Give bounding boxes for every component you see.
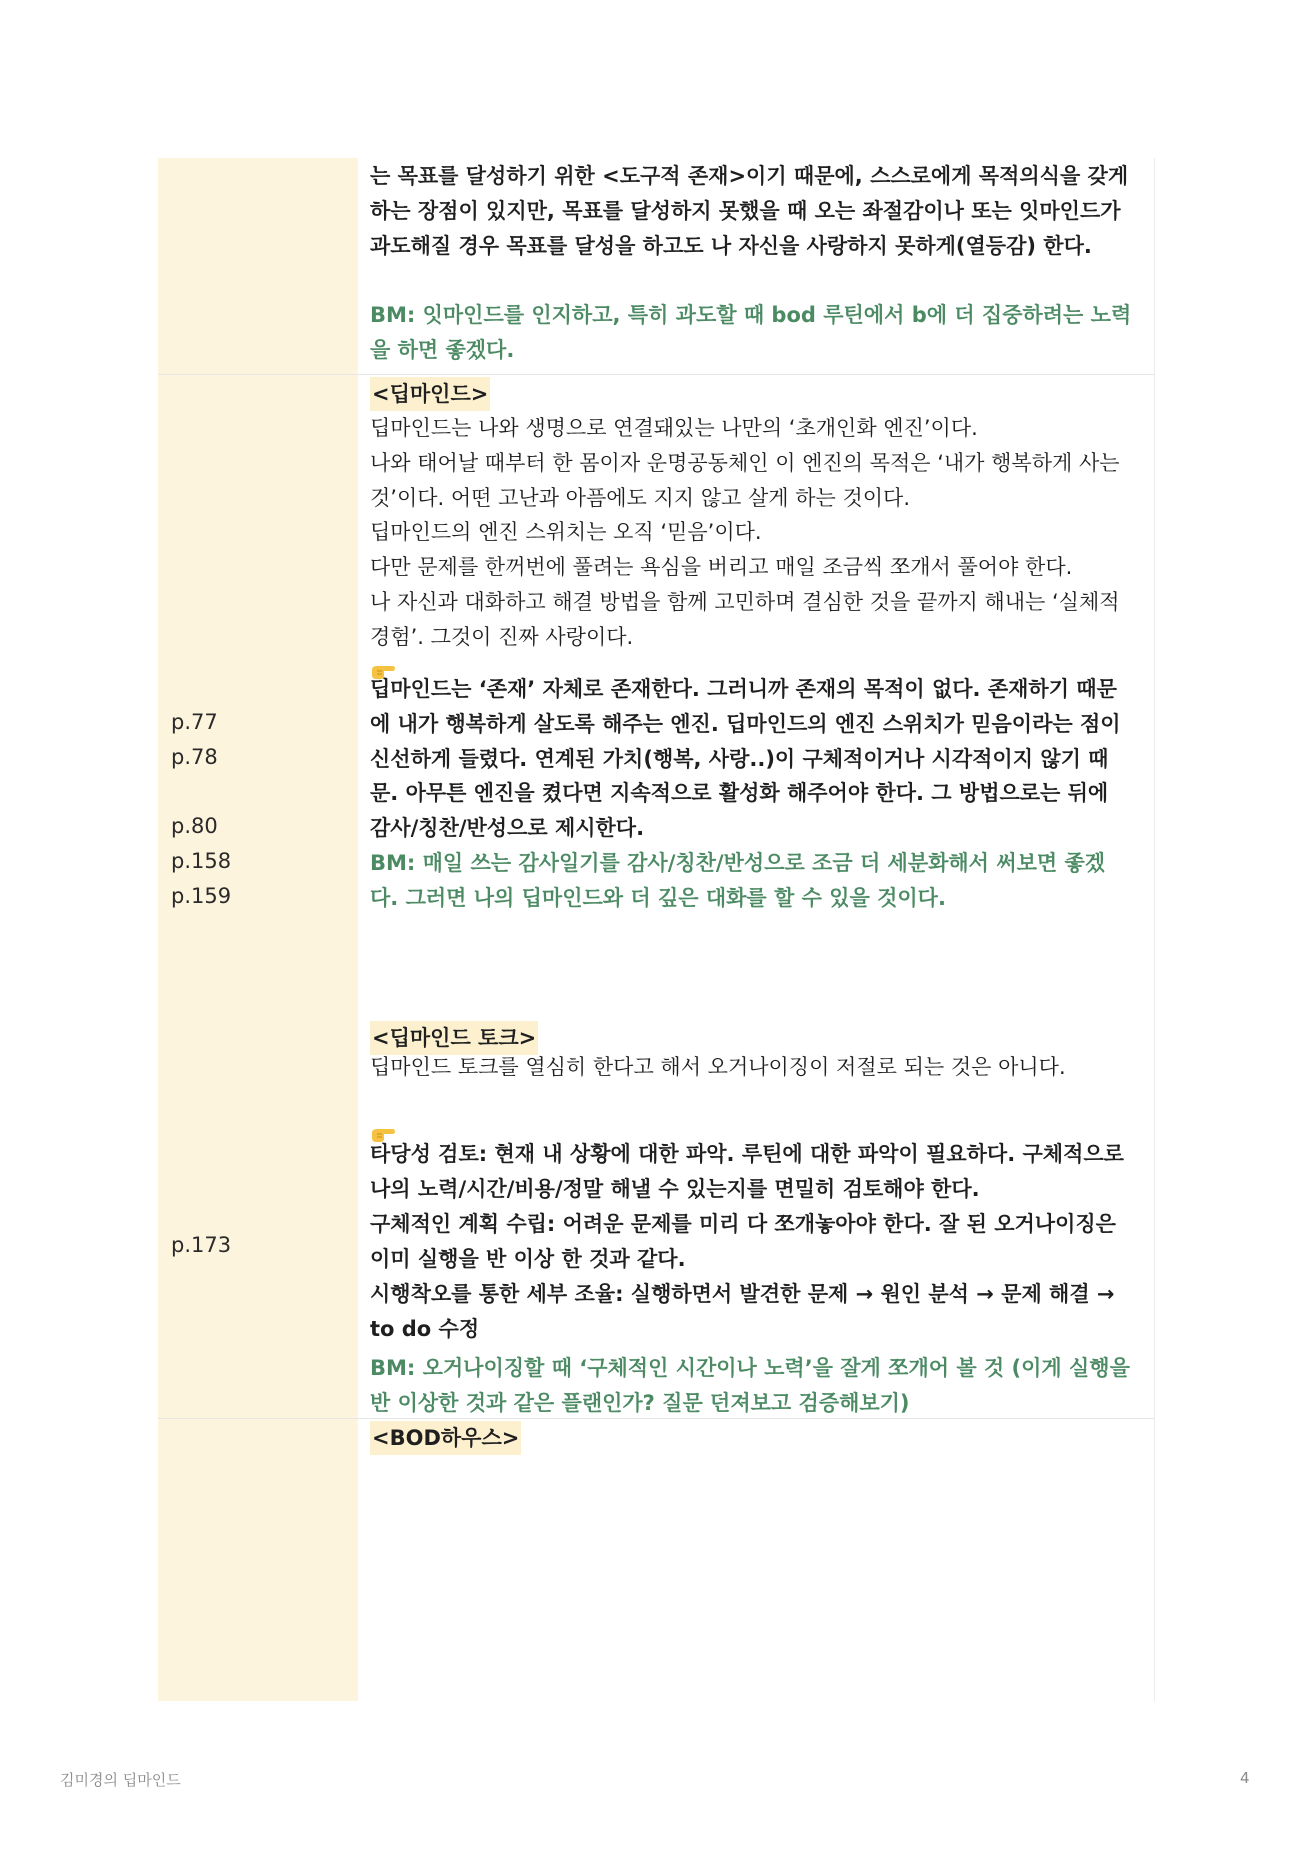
note-bold-text: 딥마인드는 ‘존재’ 자체로 존재한다. 그러니까 존재의 목적이 없다. 존재하기 때문에 내가 행복하게 살도록 해주는 엔진. 딥마인드의 엔진 스위치가 믿음이라는 점이 신선하게 들렸다. 연계된 가치(행복, 사랑..)이 구체적이거나 시각적이지 않기 때문. 아무튼 엔진을 켰다면 지속적으로 활성화 해주어야 한다. 그 방법으로는 뒤에 감사/칭찬/반성으로 제시한다. (370, 677, 1121, 841)
table-row (158, 375, 1154, 1419)
table-row (158, 158, 1154, 375)
page-ref: p.158 (171, 849, 232, 874)
note-line: 딥마인드의 엔진 스위치는 오직 ‘믿음’이다. (370, 520, 762, 544)
page-ref-list (171, 1228, 351, 1263)
note-bold-text: 시행착오를 통한 세부 조율: 실행하면서 발견한 문제 → 원인 분석 → 문제 해결 → to do 수정 (370, 1282, 1115, 1341)
note-bold-text: 는 목표를 달성하기 위한 <도구적 존재>이기 때문에, 스스로에게 목적의식을 갖게 하는 장점이 있지만, 목표를 달성하지 못했을 때 오는 좌절감이나 또는 잇마인드가 과도해질 경우 목표를 달성을 하고도 나 자신을 사랑하지 못하게(열등감) 한다. (370, 164, 1129, 258)
notes-cell (358, 375, 1154, 1418)
notes-cell (358, 1419, 1154, 1701)
note-bold-text: 구체적인 계획 수립: 어려운 문제를 미리 다 쪼개놓아야 한다. 잘 된 오거나이징은 이미 실행을 반 이상 한 것과 같다. (370, 1212, 1116, 1271)
section-header: <딥마인드 토크> (370, 1021, 538, 1055)
footer-title: 김미경의 딥마인드 (60, 1771, 181, 1789)
page-ref-cell (158, 1419, 358, 1701)
notes-cell (358, 158, 1154, 374)
notes-table (158, 158, 1155, 1701)
note-line: 나와 태어날 때부터 한 몸이자 운명공동체인 이 엔진의 목적은 ‘내가 행복하게 사는 것’이다. 어떤 고난과 아픔에도 지지 않고 살게 하는 것이다. (370, 451, 1120, 510)
note-line: 딥마인드 토크를 열심히 한다고 해서 오거나이징이 저절로 되는 것은 아니다. (370, 1055, 1066, 1079)
page-ref-list (171, 705, 351, 914)
note-bold-text: 타당성 검토: 현재 내 상황에 대한 파악. 루틴에 대한 파악이 필요하다. 구체적으로 나의 노력/시간/비용/정말 해낼 수 있는지를 면밀히 검토해야 한다. (370, 1142, 1124, 1201)
note-line: 딥마인드는 나와 생명으로 연결돼있는 나만의 ‘초개인화 엔진’이다. (370, 416, 978, 440)
page-ref (171, 775, 351, 810)
page-ref: p.159 (171, 883, 232, 908)
page-ref: p.77 (171, 710, 218, 734)
page-ref: p.78 (171, 744, 218, 769)
page-ref: p.173 (171, 1233, 232, 1257)
note-line: 나 자신과 대화하고 해결 방법을 함께 고민하며 결심한 것을 끝까지 해내는 ‘실체적 경험’. 그것이 진짜 사랑이다. (370, 590, 1120, 649)
page-number: 4 (1240, 1769, 1250, 1787)
section-header: <BOD하우스> (370, 1421, 521, 1455)
bm-note: BM: 잇마인드를 인지하고, 특히 과도할 때 bod 루틴에서 b에 더 집중하려는 노력을 하면 좋겠다. (370, 303, 1132, 362)
page-ref: p.80 (171, 814, 218, 839)
bm-note: BM: 오거나이징할 때 ‘구체적인 시간이나 노력’을 잘게 쪼개어 볼 것 (이게 실행을 반 이상한 것과 같은 플랜인가? 질문 던져보고 검증해보기) (370, 1356, 1130, 1415)
page-ref-cell (158, 375, 358, 1418)
section-header: <딥마인드> (370, 377, 490, 411)
table-row (158, 1419, 1154, 1701)
page-ref-cell (158, 158, 358, 374)
bm-note: BM: 매일 쓰는 감사일기를 감사/칭찬/반성으로 조금 더 세분화해서 써보면 좋겠다. 그러면 나의 딥마인드와 더 깊은 대화를 할 수 있을 것이다. (370, 851, 1106, 910)
note-line: 다만 문제를 한꺼번에 풀려는 욕심을 버리고 매일 조금씩 쪼개서 풀어야 한다. (370, 555, 1073, 579)
